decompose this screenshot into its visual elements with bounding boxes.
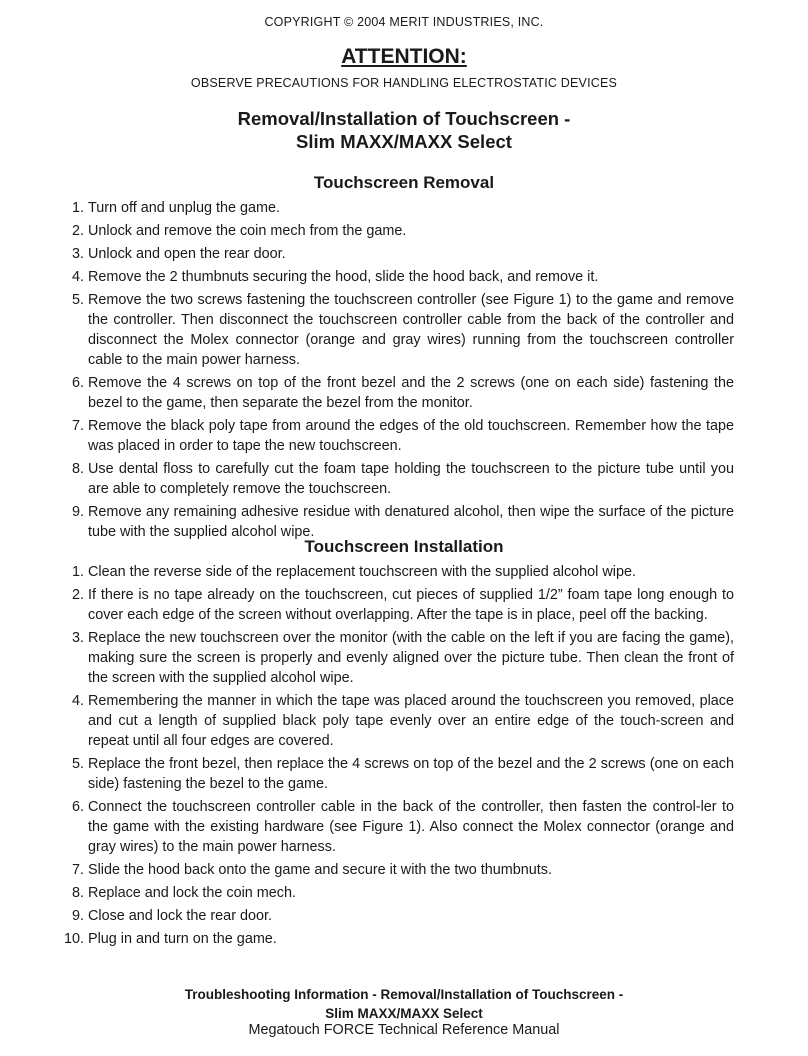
attention-heading: ATTENTION: (341, 45, 467, 68)
step-text: If there is no tape already on the touchscreen, cut pieces of supplied 1/2” foam tape long enough to cover each edge of the screen without overlapping. After the tape is in place, peel off the backing. (88, 587, 734, 623)
step-text: Replace the new touchscreen over the monitor (with the cable on the left if you are facing the game), making sure the screen is properly and evenly aligned over the picture tube. Then clean the front of the screen with the supplied alcohol wipe. (88, 630, 734, 686)
step-number: 7. (71, 418, 84, 434)
step-number: 6. (71, 799, 84, 815)
step-number: 2. (71, 587, 84, 603)
step-text: Replace and lock the coin mech. (88, 885, 296, 901)
removal-steps (71, 198, 734, 545)
step-number: 10. (63, 931, 84, 947)
installation-heading: Touchscreen Installation (304, 537, 504, 556)
copyright-notice: COPYRIGHT © 2004 MERIT INDUSTRIES, INC. (264, 15, 544, 29)
step-number: 3. (71, 246, 84, 262)
step-number: 5. (71, 292, 84, 308)
step-number: 8. (71, 885, 84, 901)
installation-step-6 (71, 797, 734, 857)
step-number: 6. (71, 375, 84, 391)
step-text: Unlock and remove the coin mech from the game. (88, 223, 407, 239)
removal-step-3 (71, 244, 734, 264)
step-number: 9. (71, 908, 84, 924)
removal-step-1 (71, 198, 734, 218)
step-text: Clean the reverse side of the replacement touchscreen with the supplied alcohol wipe. (88, 564, 636, 580)
step-number: 4. (71, 269, 84, 285)
step-text: Replace the front bezel, then replace the 4 screws on top of the bezel and the 2 screws (one on each side) fastening the bezel to the game. (88, 756, 734, 792)
installation-step-5 (71, 754, 734, 794)
installation-step-7 (71, 860, 734, 880)
installation-step-9 (71, 906, 734, 926)
installation-step-1 (71, 562, 734, 582)
installation-step-3 (71, 628, 734, 688)
removal-step-7 (71, 416, 734, 456)
step-text: Remove the black poly tape from around the edges of the old touchscreen. Remember how the tape was placed in order to tape the new touchscreen. (88, 418, 734, 454)
step-text: Remove the 2 thumbnuts securing the hood, slide the hood back, and remove it. (88, 269, 599, 285)
removal-step-2 (71, 221, 734, 241)
installation-step-8 (71, 883, 734, 903)
step-text: Unlock and open the rear door. (88, 246, 286, 262)
step-number: 5. (71, 756, 84, 772)
step-number: 3. (71, 630, 84, 646)
step-text: Slide the hood back onto the game and secure it with the two thumbnuts. (88, 862, 552, 878)
removal-step-4 (71, 267, 734, 287)
step-number: 4. (71, 693, 84, 709)
footer-title (0, 985, 808, 1023)
page-title-line1: Removal/Installation of Touchscreen - (237, 108, 571, 129)
step-text: Remove any remaining adhesive residue with denatured alcohol, then wipe the surface of the picture tube with the supplied alcohol wipe. (88, 504, 734, 540)
step-text: Connect the touchscreen controller cable in the back of the controller, then fasten the control-ler to the game with the existing hardware (see Figure 1). Also connect the Molex connector (orange and gray wires) to the main power harness. (88, 799, 734, 855)
step-text: Close and lock the rear door. (88, 908, 272, 924)
step-text: Plug in and turn on the game. (88, 931, 277, 947)
installation-steps (63, 562, 734, 952)
footer-title-line2: Slim MAXX/MAXX Select (325, 1006, 483, 1021)
step-number: 2. (71, 223, 84, 239)
removal-heading: Touchscreen Removal (313, 173, 495, 192)
step-text: Remove the two screws fastening the touchscreen controller (see Figure 1) to the game and remove the controller. Then disconnect the touchscreen controller cable from the back of the controller and disconnect the Molex connector (orange and gray wires) running from the touchscreen controller cable to the main power harness. (88, 292, 734, 368)
installation-step-2 (71, 585, 734, 625)
step-number: 7. (71, 862, 84, 878)
removal-step-9 (71, 502, 734, 542)
removal-step-6 (71, 373, 734, 413)
step-number: 9. (71, 504, 84, 520)
step-text: Remove the 4 screws on top of the front bezel and the 2 screws (one on each side) fastening the bezel to the game, then separate the bezel from the monitor. (88, 375, 734, 411)
removal-step-5 (71, 290, 734, 370)
step-number: 1. (71, 564, 84, 580)
footer-title-line1: Troubleshooting Information - Removal/Installation of Touchscreen - (184, 987, 624, 1002)
step-text: Use dental floss to carefully cut the foam tape holding the touchscreen to the picture tube until you are able to completely remove the touchscreen. (88, 461, 734, 497)
step-text: Turn off and unplug the game. (88, 200, 281, 216)
page-title-line2: Slim MAXX/MAXX Select (296, 131, 512, 152)
installation-step-4 (71, 691, 734, 751)
step-number: 1. (71, 200, 84, 216)
installation-step-10 (63, 929, 734, 949)
step-number: 8. (71, 461, 84, 477)
step-text: Remembering the manner in which the tape was placed around the touchscreen you removed, place and cut a length of supplied black poly tape evenly over an entire edge of the touch-screen and repeat until all four edges are covered. (88, 693, 734, 749)
esd-warning: OBSERVE PRECAUTIONS FOR HANDLING ELECTROSTATIC DEVICES (190, 76, 618, 90)
page-title (0, 107, 808, 153)
removal-step-8 (71, 459, 734, 499)
footer-manual-name: Megatouch FORCE Technical Reference Manual (248, 1022, 560, 1038)
